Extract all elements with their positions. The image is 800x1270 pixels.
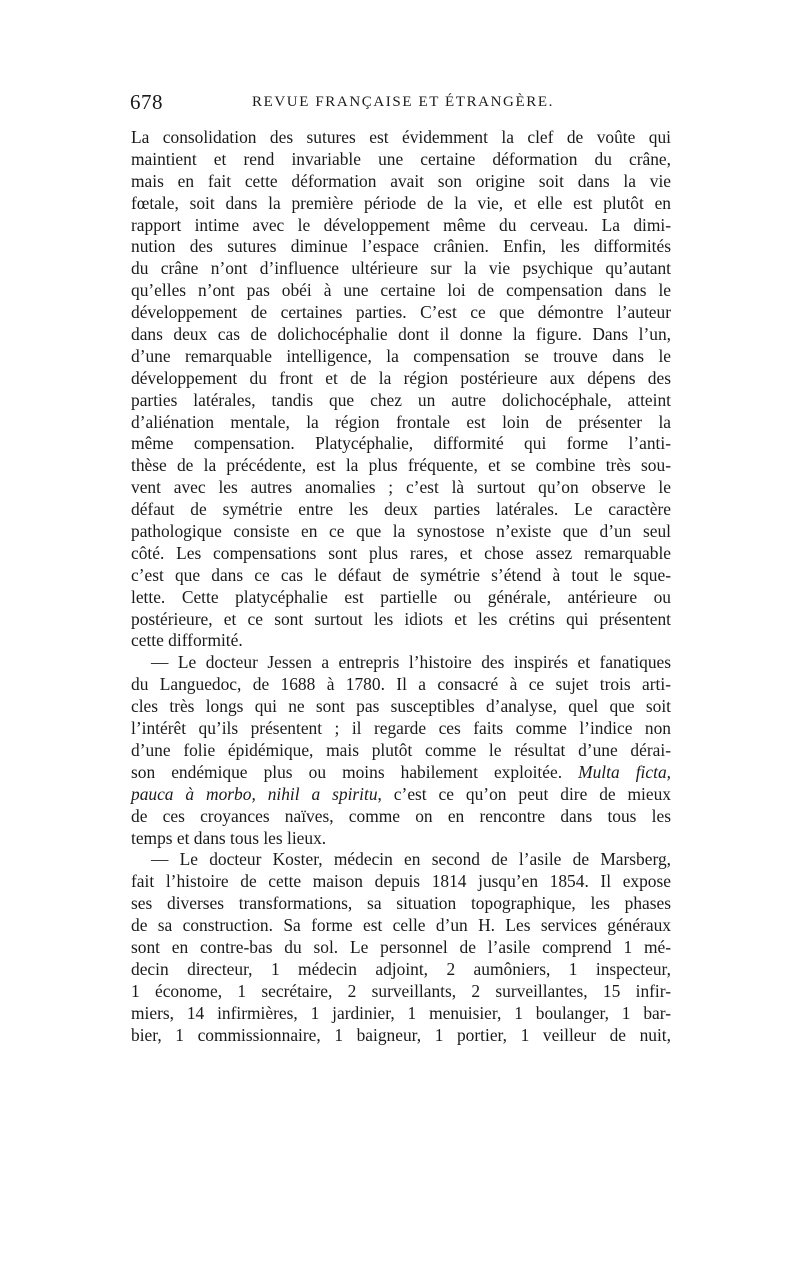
text-line: l’intérêt qu’ils présentent ; il regarde ces faits comme l’indice non	[131, 718, 671, 739]
text-line: parties latérales, tandis que chez un autre dolichocéphale, atteint	[131, 389, 671, 410]
text-line: c’est que dans ce cas le défaut de symétrie s’étend à tout le sque-	[131, 564, 671, 585]
text-line: — Le docteur Koster, médecin en second de l’asile de Marsberg,	[151, 849, 671, 870]
text-line: bier, 1 commissionnaire, 1 baigneur, 1 portier, 1 veilleur de nuit,	[131, 1024, 671, 1045]
text-line: qu’elles n’ont pas obéi à une certaine loi de compensation dans le	[131, 280, 671, 301]
text-line: decin directeur, 1 médecin adjoint, 2 aumôniers, 1 inspecteur,	[131, 958, 671, 979]
text-line: lette. Cette platycéphalie est partielle ou générale, antérieure ou	[131, 586, 671, 607]
text-line: fait l’histoire de cette maison depuis 1814 jusqu’en 1854. Il expose	[131, 871, 671, 892]
text-line: maintient et rend invariable une certaine déformation du crâne,	[131, 148, 671, 169]
text-line: — Le docteur Jessen a entrepris l’histoire des inspirés et fanatiques	[151, 652, 671, 673]
text-line: même compensation. Platycéphalie, difformité qui forme l’anti-	[131, 433, 671, 454]
text-line: nution des sutures diminue l’espace crânien. Enfin, les difformités	[131, 236, 671, 257]
text-line: ses diverses transformations, sa situation topographique, les phases	[131, 893, 671, 914]
text-line: sont en contre-bas du sol. Le personnel de l’asile comprend 1 mé-	[131, 936, 671, 957]
text-line: défaut de symétrie entre les deux parties latérales. Le caractère	[131, 499, 671, 520]
text-line: postérieure, et ce sont surtout les idiots et les crétins qui présentent	[131, 608, 671, 629]
text-line-mixed	[131, 784, 671, 806]
page-number: 678	[130, 90, 163, 114]
text-line: d’une folie épidémique, mais plutôt comme le résultat d’une dérai-	[131, 739, 671, 760]
text-line: temps et dans tous les lieux.	[131, 827, 327, 848]
body-text	[131, 127, 671, 1046]
text-line: mais en fait cette déformation avait son origine soit dans la vie	[131, 170, 671, 191]
text-line: thèse de la précédente, est la plus fréquente, et se combine très sou-	[131, 455, 671, 476]
latin-quote: Multa ficta,	[578, 761, 671, 782]
text-line: pathologique consiste en ce que la synostose n’existe que d’un seul	[131, 521, 671, 542]
latin-quote: pauca à morbo, nihil a spiritu	[131, 783, 378, 804]
text-line: de ces croyances naïves, comme on en rencontre dans tous les	[131, 805, 671, 826]
text-line: d’une remarquable intelligence, la compensation se trouve dans le	[131, 345, 671, 366]
text-line: vent avec les autres anomalies ; c’est là surtout qu’on observe le	[131, 477, 671, 498]
text-line: cles très longs qui ne sont pas susceptibles d’analyse, quel que soit	[131, 696, 671, 717]
text-line: d’aliénation mentale, la région frontale est loin de présenter la	[131, 411, 671, 432]
text-line: développement du front et de la région postérieure aux dépens des	[131, 367, 671, 388]
text-line: rapport intime avec le développement même du cerveau. La dimi-	[131, 214, 671, 235]
text-line: fœtale, soit dans la première période de la vie, et elle est plutôt en	[131, 192, 671, 213]
running-head: REVUE FRANÇAISE ET ÉTRANGÈRE.	[252, 94, 554, 110]
text-line: 1 économe, 1 secrétaire, 2 surveillants, 2 surveillantes, 15 infir-	[131, 980, 671, 1001]
text-line: miers, 14 infirmières, 1 jardinier, 1 menuisier, 1 boulanger, 1 bar-	[131, 1002, 671, 1023]
text-segment: son endémique plus ou moins habilement exploitée.	[131, 761, 563, 782]
text-line-mixed	[131, 762, 671, 784]
text-line: La consolidation des sutures est évidemment la clef de voûte qui	[131, 127, 671, 147]
text-line: cette difformité.	[131, 630, 243, 651]
text-line: de sa construction. Sa forme est celle d’un H. Les services généraux	[131, 915, 671, 936]
text-line: dans deux cas de dolichocéphalie dont il donne la figure. Dans l’un,	[131, 324, 671, 345]
text-line: développement de certaines parties. C’est ce que démontre l’auteur	[131, 302, 671, 323]
text-line: du crâne n’ont d’influence ultérieure sur la vie psychique qu’autant	[131, 258, 671, 279]
text-segment: , c’est ce qu’on peut dire de mieux	[377, 783, 672, 804]
page-header	[130, 90, 670, 120]
text-line: du Languedoc, de 1688 à 1780. Il a consacré à ce sujet trois arti-	[131, 674, 671, 695]
text-line: côté. Les compensations sont plus rares, et chose assez remarquable	[131, 542, 671, 563]
